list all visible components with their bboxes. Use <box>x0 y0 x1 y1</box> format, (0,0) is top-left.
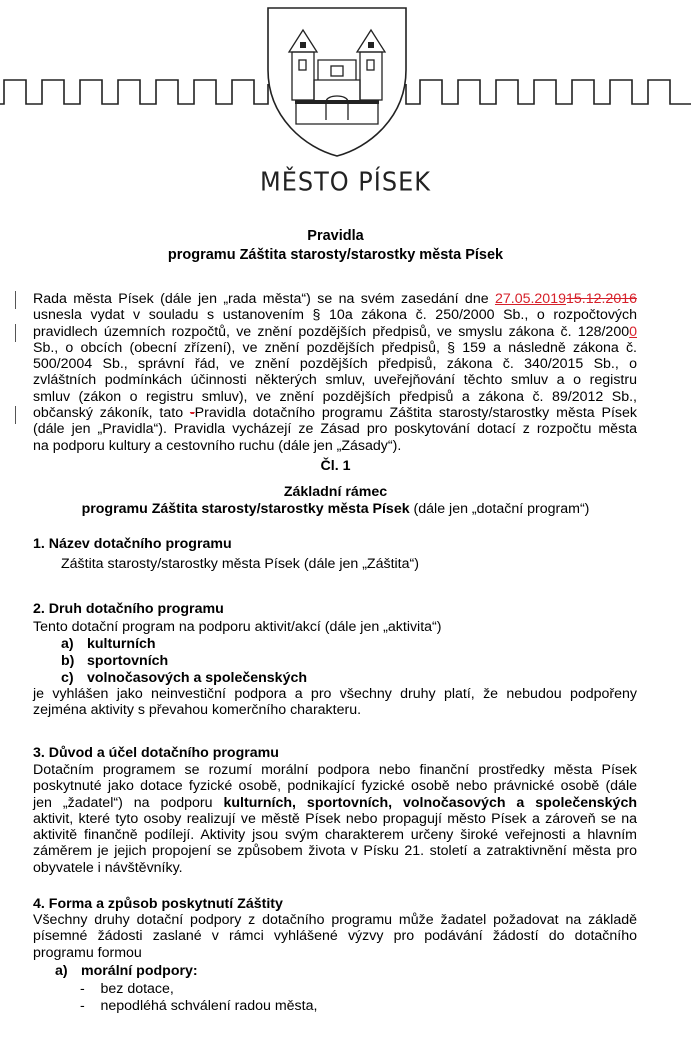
section-2-after: je vyhlášen jako neinvestiční podpora a pro všechny druhy platí, že nebudou podpořeny zejména aktivity s převahou komerčního charakteru. <box>33 686 637 719</box>
article-number: Čl. 1 <box>320 458 351 474</box>
section-2-heading: 2. Druh dotačního programu <box>33 601 224 617</box>
revision-bar <box>15 291 16 309</box>
list-item: b) sportovních <box>61 653 169 669</box>
revision-bar <box>15 406 16 424</box>
article-heading: Základní rámec <box>283 484 388 500</box>
list-item: c) volnočasových a společenských <box>61 670 308 686</box>
crenellated-wall <box>0 80 268 104</box>
page-title: Pravidla <box>307 228 364 244</box>
city-name: MĚSTO PÍSEK <box>260 166 431 198</box>
section-3-paragraph: Dotačním programem se rozumí morální podpora nebo finanční prostředky města Písek poskytnuté jako dotace fyzické osobě, podnikající fyzické osobě nebo právnické osobě (dále jen „žadatel“) na podporu kulturních, sportovních, volnočasových a společenských aktivit, které tyto osoby realizují ve městě Písek nebo propagují město Písek a zároveň se na aktivitě finančně podílejí. Aktivity jsou svým charakterem určeny široké veřejnosti a hlavním záměrem je jejich propojení se způsobem života v Písku 21. století a zatraktivnění města pro obyvatele i návštěvníky. <box>33 762 637 876</box>
intro-paragraph: Rada města Písek (dále jen „rada města“) se na svém zasedání dne 27.05.201915.12.2016 usnesla vydat v souladu s ustanovením § 10a zákona č. 250/2000 Sb., o rozpočtových pravidlech územních rozpočtů, ve znění pozdějších předpisů, ve smyslu zákona č. 128/2000 Sb., o obcích (obecní zřízení), ve znění pozdějších předpisů, § 159 a následně zákona č. 500/2004 Sb., správní řád, ve znění pozdějších předpisů, zákona č. 340/2015 Sb., o zvláštních podmínkách účinnosti některých smluv, uveřejňování těchto smluv a o registru smluv (zákon o registru smluv), ve znění pozdějších předpisů a zákona č. 89/2012 Sb., občanský zákoník, tato -Pravidla dotačního programu Záštita starosty/starostky města Písek (dále jen „Pravidla“). Pravidla vycházejí ze Zásad pro poskytování dotací z rozpočtu města na podporu kultury a cestovního ruchu (dále jen „Zásady“). <box>33 291 638 454</box>
section-1-heading: 1. Název dotačního programu <box>33 536 232 552</box>
section-3-heading: 3. Důvod a účel dotačního programu <box>33 745 279 761</box>
bullet-item: - bez dotace, <box>80 981 174 997</box>
section-4-heading: 4. Forma a způsob poskytnutí Záštity <box>33 896 283 912</box>
coat-of-arms-icon <box>268 8 406 156</box>
section-4-paragraph: Všechny druhy dotační podpory z dotačního programu může žadatel požadovat na základě písemné žádosti zaslané v rámci vyhlášené výzvy pro podávání žádostí do dotačního programu formou <box>33 912 637 961</box>
revision-bar <box>15 324 16 342</box>
bullet-item: - nepodléhá schválení radou města, <box>80 998 318 1014</box>
header-emblem <box>0 0 691 160</box>
list-item: a) kulturních <box>61 636 156 652</box>
section-2-intro: Tento dotační program na podporu aktivit/akcí (dále jen „aktivita“) <box>33 619 442 635</box>
page-subtitle: programu Záštita starosty/starostky města Písek <box>167 247 504 263</box>
list-item: a) morální podpory: <box>55 963 198 979</box>
section-1-text: Záštita starosty/starostky města Písek (dále jen „Záštita“) <box>61 556 419 572</box>
article-subheading: programu Záštita starosty/starostky města Písek (dále jen „dotační program“) <box>81 501 590 517</box>
